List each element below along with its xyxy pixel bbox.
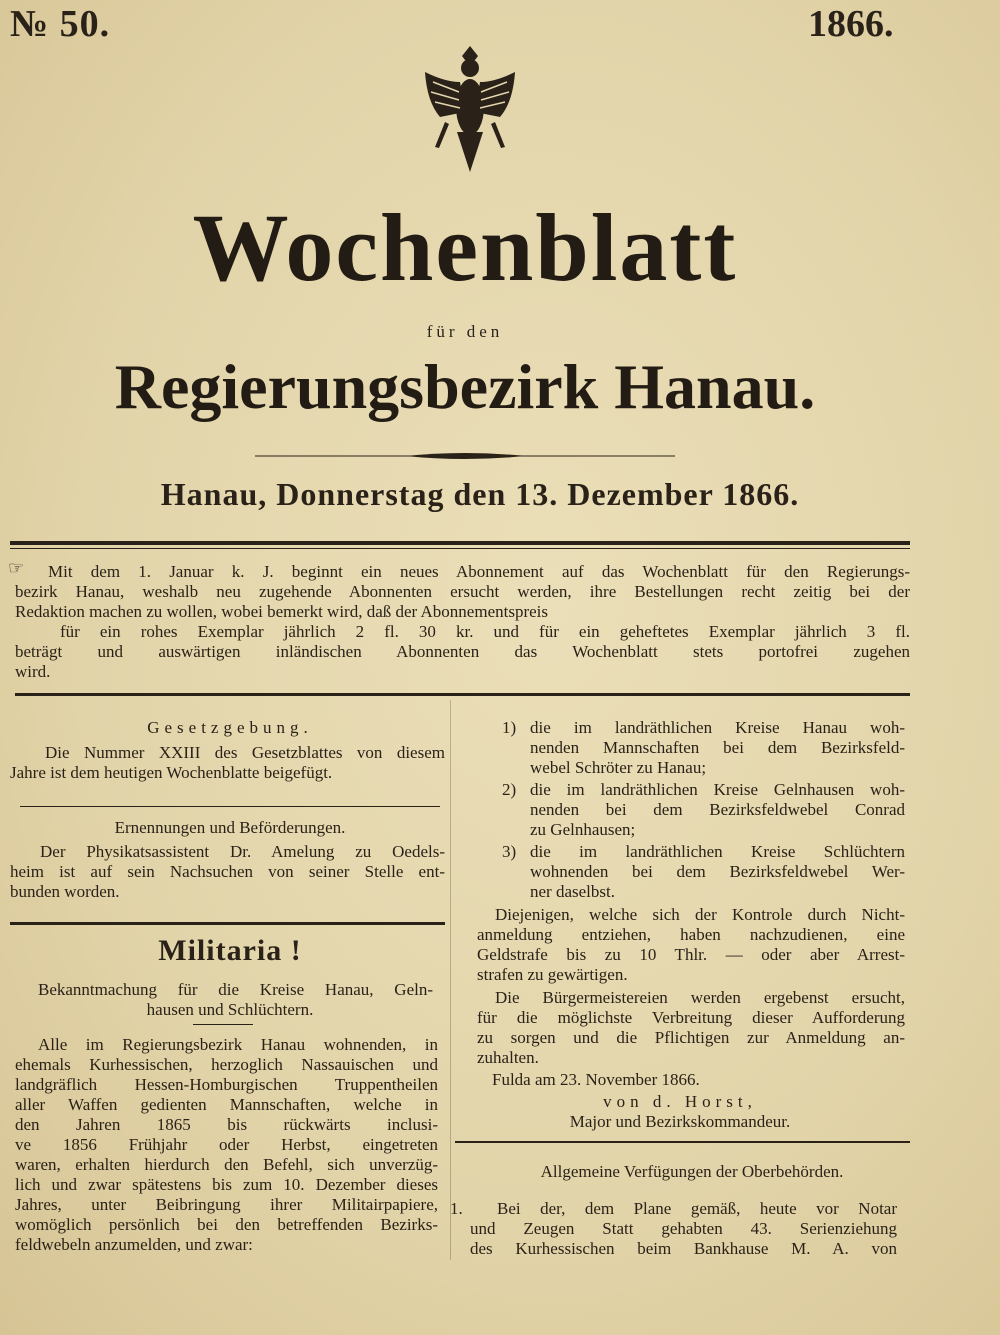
request-line: zuhalten.	[477, 1048, 539, 1067]
item-line: zu Gelnhausen;	[530, 820, 636, 839]
item-line: die im landräthlichen Kreise Schlüchtern	[530, 842, 905, 861]
issue-year: 1866.	[808, 3, 894, 45]
notice-line: Mit dem 1. Januar k. J. beginnt ein neues Abonnement auf das Wochenblatt für den Regierungs-	[48, 562, 910, 581]
eagle-emblem-icon	[415, 42, 525, 182]
gesetzgebung-line: Die Nummer XXIII des Gesetzblattes von diesem	[45, 743, 445, 762]
item-line: die im landräthlichen Kreise Hanau woh-	[530, 718, 905, 737]
militaria-line: Alle im Regierungsbezirk Hanau wohnenden, in	[38, 1035, 438, 1054]
item-number: 2)	[502, 780, 517, 799]
militaria-line: lich und zwar spätestens bis zum 10. Dezember dieses	[15, 1175, 438, 1194]
notice-line: beträgt und auswärtigen inländischen Abonnenten das Wochenblatt stets portofrei zugehen	[15, 642, 910, 661]
notice-line: für ein rohes Exemplar jährlich 2 fl. 30 kr. und für ein geheftetes Exemplar jährlich 3 fl.	[60, 622, 910, 641]
section-rule	[20, 806, 440, 807]
notice-line: bezirk Hanau, weshalb neu zugehende Abonnenten ersucht werden, ihre Bestellungen recht zeitig bei der	[15, 582, 910, 601]
notice-line: Redaktion machen zu wollen, wobei bemerkt wird, daß der Abonnementspreis	[15, 602, 548, 621]
pointing-hand-icon: ☞	[8, 558, 25, 578]
item-line: ner daselbst.	[530, 882, 615, 901]
militaria-line: waren, erhalten hierdurch den Befehl, sich unverzüg-	[15, 1155, 438, 1174]
item-line: wohnenden bei dem Bezirksfeldwebel Wer-	[530, 862, 905, 881]
allgemeine-line: und Zeugen Statt gehabten 43. Serienziehung	[470, 1219, 897, 1238]
request-line: für die möglichste Verbreitung dieser Aufforderung	[477, 1008, 905, 1027]
militaria-line: landgräflich Hessen-Homburgischen Truppentheilen	[15, 1075, 438, 1094]
item-line: nenden Mannschaften bei dem Bezirksfeld-	[530, 738, 905, 757]
penalty-line: strafen zu gewärtigen.	[477, 965, 628, 984]
item-number: 3)	[502, 842, 517, 861]
request-line: zu sorgen und die Pflichtigen zur Anmeldung an-	[477, 1028, 905, 1047]
signature-title: Major und Bezirkskommandeur.	[569, 1112, 791, 1131]
militaria-line: feldwebeln anzumelden, und zwar:	[15, 1235, 253, 1254]
item-number: 1)	[502, 718, 517, 737]
column-divider	[450, 700, 451, 1260]
penalty-line: Diejenigen, welche sich der Kontrole durch Nicht-	[495, 905, 905, 924]
militaria-subheading: hausen und Schlüchtern.	[146, 1000, 314, 1019]
allgemeine-line: Bei der, dem Plane gemäß, heute vor Notar	[497, 1199, 897, 1218]
allgemeine-number: 1.	[450, 1199, 463, 1218]
item-line: die im landräthlichen Kreise Gelnhausen woh-	[530, 780, 905, 799]
notice-line: wird.	[15, 662, 51, 681]
militaria-line: den Jahren 1865 bis rückwärts inclusi-	[15, 1115, 438, 1134]
ernennungen-heading: Ernennungen und Beförderungen.	[114, 818, 346, 837]
newspaper-title: Wochenblatt	[192, 194, 738, 301]
request-line: Die Bürgermeistereien werden ergebenst ersucht,	[495, 988, 905, 1007]
militaria-heading: Militaria !	[158, 934, 302, 967]
section-rule	[15, 693, 910, 696]
penalty-line: anmeldung entziehen, haben nachzudienen, eine	[477, 925, 905, 944]
ornamental-rule	[255, 452, 675, 460]
region-title: Regierungsbezirk Hanau.	[114, 351, 816, 422]
gesetzgebung-line: Jahre ist dem heutigen Wochenblatte beigefügt.	[10, 763, 333, 782]
gesetzgebung-heading: Gesetzgebung.	[147, 718, 313, 737]
allgemeine-line: des Kurhessischen beim Bankhause M. A. von	[470, 1239, 897, 1258]
signature-name: von d. Horst,	[603, 1092, 757, 1111]
militaria-line: Jahres, unter Beibringung ihrer Militairpapiere,	[15, 1195, 438, 1214]
penalty-line: Geldstrafe bis zu 10 Thlr. — oder aber Arrest-	[477, 945, 905, 964]
item-line: nenden bei dem Bezirksfeldwebel Conrad	[530, 800, 905, 819]
allgemeine-heading: Allgemeine Verfügungen der Oberbehörden.	[540, 1162, 844, 1181]
header-rule-thick	[10, 541, 910, 545]
header-rule-thin	[10, 548, 910, 549]
militaria-line: ve 1856 Frühjahr oder Herbst, eingetreten	[15, 1135, 438, 1154]
dateline: Hanau, Donnerstag den 13. Dezember 1866.	[160, 476, 800, 512]
militaria-subheading: Bekanntmachung für die Kreise Hanau, Geln-	[38, 980, 433, 999]
militaria-line: womöglich persönlich bei den betreffenden Bezirks-	[15, 1215, 438, 1234]
section-rule	[455, 1141, 910, 1143]
title-connector: für den	[426, 322, 504, 341]
place-date: Fulda am 23. November 1866.	[492, 1070, 700, 1089]
ernennungen-line: Der Physikatsassistent Dr. Amelung zu Oedels-	[40, 842, 445, 861]
item-line: webel Schröter zu Hanau;	[530, 758, 707, 777]
ernennungen-line: heim ist auf sein Nachsuchen von seiner Stelle ent-	[10, 862, 445, 881]
militaria-line: aller Waffen gedienten Mannschaften, welche in	[15, 1095, 438, 1114]
ernennungen-line: bunden worden.	[10, 882, 120, 901]
short-rule	[193, 1024, 253, 1025]
issue-number: № 50.	[10, 3, 111, 45]
militaria-line: ehemals Kurhessischen, herzoglich Nassauischen und	[15, 1055, 438, 1074]
section-rule	[10, 922, 445, 925]
